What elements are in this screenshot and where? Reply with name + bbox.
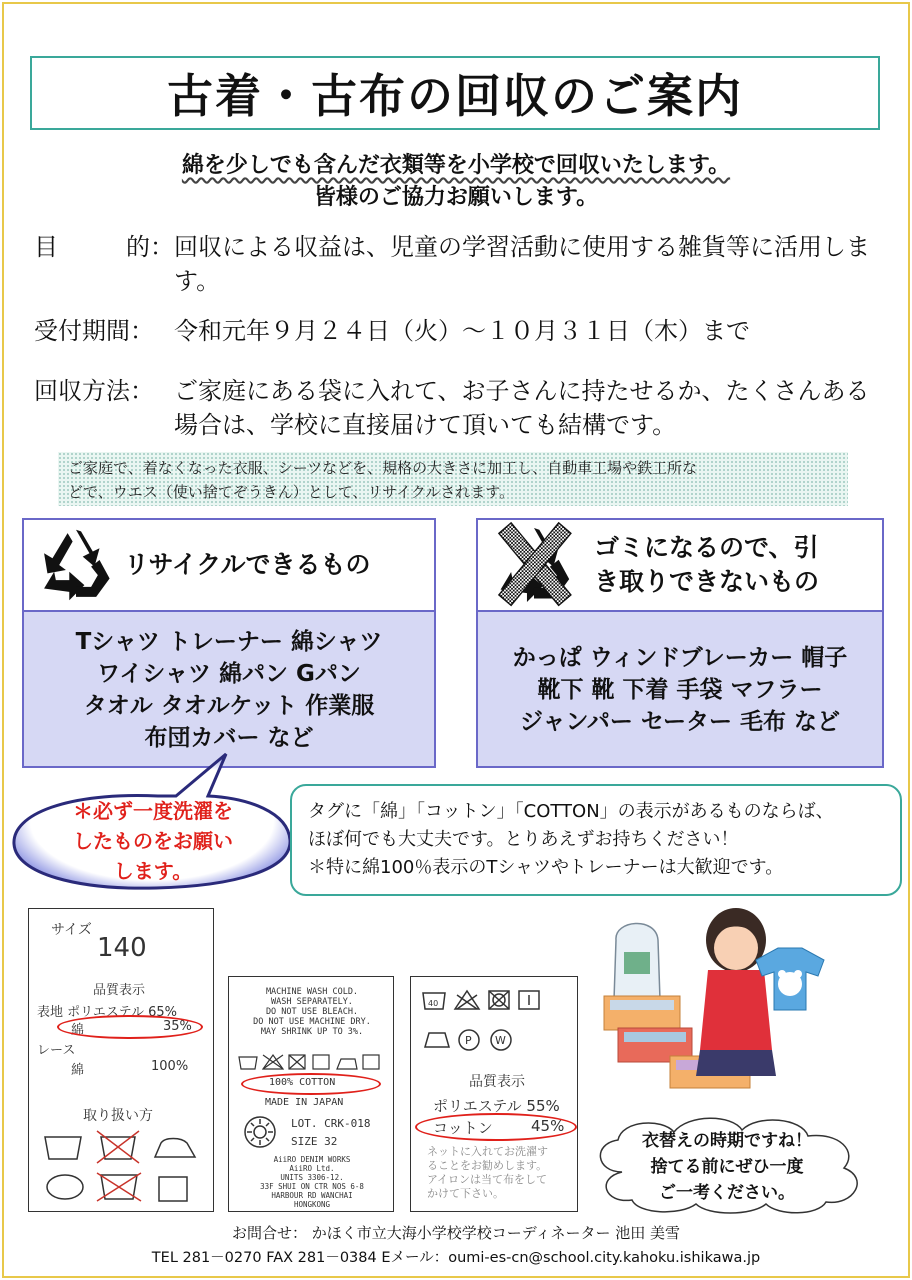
clothing-tag-3: 40 P W 品質表示 ポリエステル 55% コットン 45% ネットに入れてお洗濯す ることをお勧めします。 アイロンは当て布をして かけて下さい。 bbox=[410, 976, 578, 1212]
not-accepted-heading: ゴミになるので、引 き取りできないもの bbox=[594, 533, 820, 596]
recyclable-list bbox=[24, 612, 434, 754]
period-row bbox=[34, 314, 884, 348]
clothing-tag-2: MACHINE WASH COLD. WASH SEPARATELY. DO NOT USE BLEACH. DO NOT USE MACHINE DRY. MAY SHRINK UP TO 3%. 100% COTTON MADE IN JAPAN LOT. CRK-018 SIZE 32 AiiRO DENIM WORKS AiiRO Ltd. UNITS 3306-12. 33F SHUI ON CTR NOS 6-8 HARBOUR RD WANCHAI HONGKONG bbox=[228, 976, 394, 1212]
period-value: 令和元年９月２４日（火）～１０月３１日（木）まで bbox=[174, 317, 750, 345]
recyclable-box bbox=[22, 518, 436, 768]
intro-line-2: 皆様のご協力お願いします。 bbox=[313, 185, 599, 210]
cotton-highlight-oval bbox=[241, 1073, 381, 1095]
contact-line-1: お問合せ： かほく市立大海小学校学校コーディネーター 池田 美雪 bbox=[231, 1224, 681, 1242]
purpose-value: 回収による収益は、児童の学習活動に使用する雑貨等に活用します。 bbox=[174, 233, 870, 295]
intro-line-1: 綿を少しでも含んだ衣類等を小学校で回収いたします。 bbox=[181, 153, 731, 178]
svg-text:P: P bbox=[465, 1034, 472, 1047]
clothing-tag-1: サイズ 140 品質表示 表地 ポリエステル 65% 綿 35% レース 綿 100% 取り扱い方 bbox=[28, 908, 214, 1212]
recycle-icon bbox=[34, 523, 118, 607]
page-title: 古着・古布の回収のご案内 bbox=[167, 69, 743, 123]
recyclable-header bbox=[24, 520, 434, 612]
period-label: 受付期間： bbox=[34, 317, 154, 345]
title-box bbox=[30, 56, 880, 130]
recycle-note-line-2: どで、ウエス（使い捨てぞうきん）として、リサイクルされます。 bbox=[68, 483, 515, 501]
wash-bubble bbox=[8, 752, 298, 892]
cotton-highlight-oval bbox=[57, 1015, 203, 1039]
recyclable-line-4: 布団カバー など bbox=[144, 725, 314, 751]
method-row bbox=[34, 374, 884, 442]
svg-text:W: W bbox=[495, 1034, 506, 1047]
not-accepted-box bbox=[476, 518, 884, 768]
no-recycle-icon bbox=[488, 521, 580, 609]
recyclable-line-1: Tシャツ トレーナー 綿シャツ bbox=[75, 629, 383, 655]
purpose-label: 目 的： bbox=[34, 233, 174, 261]
method-value: ご家庭にある袋に入れて、お子さんに持たせるか、たくさんある場合は、学校に直接届けて頂いても結構です。 bbox=[174, 377, 870, 439]
wash-bubble-text: ＊必ず一度洗濯を したものをお願い します。 bbox=[73, 799, 233, 883]
cotton-info-box bbox=[290, 784, 902, 896]
care-symbols-grid bbox=[421, 987, 571, 1067]
not-accepted-list bbox=[478, 612, 882, 738]
svg-text:40: 40 bbox=[428, 999, 439, 1008]
sun-logo-icon bbox=[243, 1115, 277, 1149]
cotton-info-line-2: ほぼ何でも大丈夫です。とりあえずお持ちください！ bbox=[308, 829, 739, 850]
cotton-info-line-1: タグに「綿」「コットン」「COTTON」の表示があるものならば、 bbox=[308, 801, 834, 822]
cotton-highlight-oval bbox=[415, 1113, 577, 1141]
cloud-text: 衣替えの時期ですね！ 捨てる前にぜひ一度 ご一考ください。 bbox=[642, 1131, 812, 1203]
care-symbols-row bbox=[237, 1053, 387, 1071]
cotton-info-line-3: ＊特に綿100％表示のTシャツやトレーナーは大歓迎です。 bbox=[308, 857, 784, 878]
not-accepted-line-2: 靴下 靴 下着 手袋 マフラー bbox=[537, 677, 823, 703]
purpose-row bbox=[34, 230, 884, 298]
girl-sorting-clothes-illustration bbox=[596, 900, 906, 1090]
not-accepted-line-3: ジャンパー セーター 毛布 など bbox=[519, 709, 841, 735]
care-symbols bbox=[37, 1127, 207, 1207]
recycle-note bbox=[58, 452, 848, 506]
recyclable-line-2: ワイシャツ 綿パン Gパン bbox=[97, 661, 361, 687]
recyclable-line-3: タオル タオルケット 作業服 bbox=[83, 693, 375, 719]
not-accepted-line-1: かっぱ ウィンドブレーカー 帽子 bbox=[512, 645, 848, 671]
recyclable-heading: リサイクルできるもの bbox=[124, 550, 371, 579]
method-label: 回収方法： bbox=[34, 377, 154, 405]
contact-line-2: TEL 281－0270 FAX 281－0384 Eメール：oumi-es-cn@school.city.kahoku.ishikawa.jp bbox=[151, 1250, 761, 1266]
recycle-note-line-1: ご家庭で、着なくなった衣服、シーツなどを、規格の大きさに加工し、自動車工場や鉄工所な bbox=[68, 459, 698, 477]
not-accepted-header bbox=[478, 520, 882, 612]
